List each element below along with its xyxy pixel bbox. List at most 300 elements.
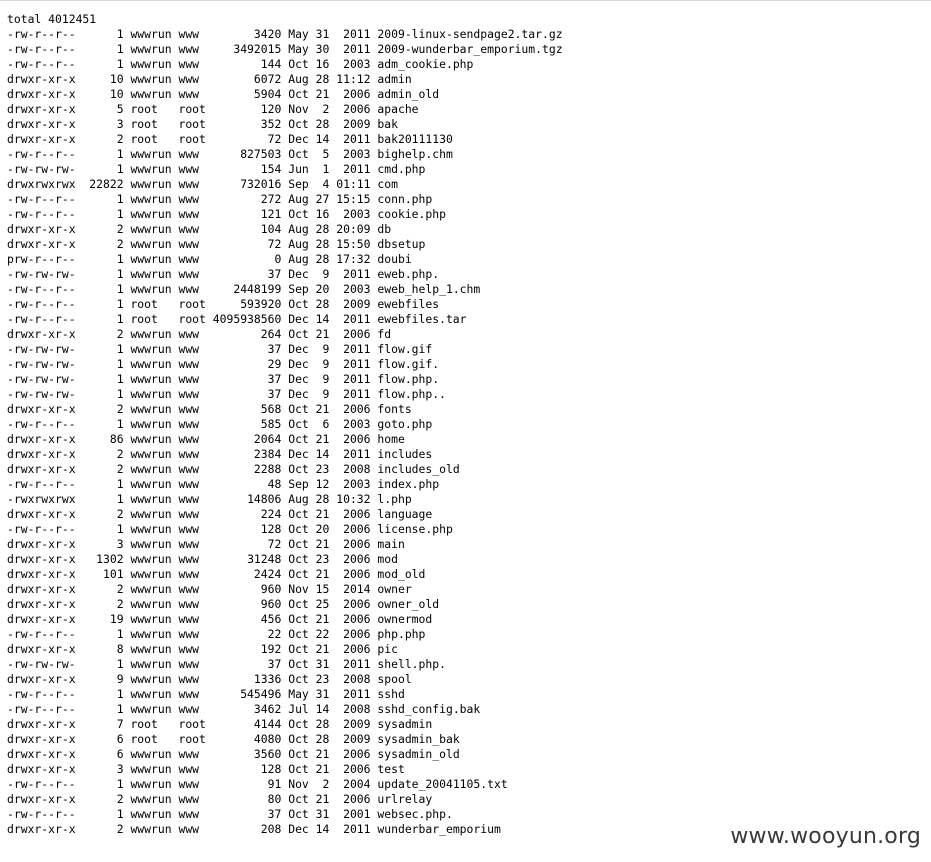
listing-row	[7, 537, 405, 551]
cell-time: 10:32	[336, 492, 371, 506]
cell-owner: wwwrun	[130, 387, 172, 401]
cell-name: flow.gif.	[377, 357, 440, 371]
cell-month: May	[288, 27, 309, 41]
cell-name: goto.php	[377, 417, 433, 431]
cell-month: Oct	[288, 732, 309, 746]
cell-month: Oct	[288, 57, 309, 71]
cell-perm: -rw-r--r--	[7, 417, 76, 431]
watermark: www.wooyun.org	[730, 824, 921, 849]
cell-time: 2009	[343, 717, 371, 731]
cell-perm: -rw-rw-rw-	[7, 357, 76, 371]
cell-group: root	[178, 732, 206, 746]
listing-row	[7, 612, 432, 626]
cell-links: 1	[116, 267, 124, 281]
cell-month: Oct	[288, 552, 309, 566]
cell-size: 593920	[240, 297, 282, 311]
cell-day: 21	[315, 792, 330, 806]
cell-links: 1	[116, 477, 124, 491]
cell-name: includes	[377, 447, 433, 461]
cell-size: 37	[267, 387, 282, 401]
cell-perm: -rw-rw-rw-	[7, 267, 76, 281]
cell-size: 224	[260, 507, 282, 521]
cell-owner: wwwrun	[130, 327, 172, 341]
cell-links: 1	[116, 147, 124, 161]
cell-perm: -rw-r--r--	[7, 312, 76, 326]
cell-owner: wwwrun	[130, 372, 172, 386]
cell-perm: prw-r--r--	[7, 252, 76, 266]
cell-size: 104	[260, 222, 282, 236]
cell-month: Sep	[288, 177, 309, 191]
cell-group: www	[178, 582, 200, 596]
cell-group: www	[178, 492, 200, 506]
cell-group: www	[178, 42, 200, 56]
cell-month: Oct	[288, 627, 309, 641]
cell-name: ewebfiles.tar	[377, 312, 467, 326]
cell-time: 17:32	[336, 252, 371, 266]
cell-links: 3	[116, 762, 124, 776]
cell-links: 1	[116, 162, 124, 176]
cell-day: 30	[315, 42, 330, 56]
cell-links: 1	[116, 627, 124, 641]
cell-size: 80	[267, 792, 282, 806]
cell-links: 1	[116, 297, 124, 311]
listing-row	[7, 567, 425, 581]
cell-day: 28	[315, 732, 330, 746]
cell-owner: root	[130, 117, 158, 131]
cell-time: 2006	[343, 567, 371, 581]
cell-month: Dec	[288, 312, 309, 326]
listing-row	[7, 432, 405, 446]
cell-month: Aug	[288, 192, 309, 206]
cell-group: www	[178, 537, 200, 551]
listing-row	[7, 42, 563, 56]
cell-size: 4144	[253, 717, 282, 731]
cell-time: 2014	[343, 582, 371, 596]
cell-size: 4095938560	[212, 312, 282, 326]
top-border	[0, 0, 931, 1]
cell-owner: wwwrun	[130, 672, 172, 686]
cell-name: test	[377, 762, 405, 776]
cell-perm: drwxr-xr-x	[7, 582, 76, 596]
listing-row	[7, 552, 398, 566]
cell-day: 31	[315, 687, 330, 701]
cell-name: license.php	[377, 522, 453, 536]
cell-name: admin_old	[377, 87, 440, 101]
listing-row	[7, 192, 432, 206]
cell-owner: wwwrun	[130, 657, 172, 671]
cell-month: Aug	[288, 237, 309, 251]
cell-month: Dec	[288, 387, 309, 401]
cell-size: 14806	[247, 492, 282, 506]
cell-perm: drwxr-xr-x	[7, 102, 76, 116]
cell-name: ewebfiles	[377, 297, 440, 311]
cell-perm: drwxr-xr-x	[7, 72, 76, 86]
cell-day: 9	[322, 357, 330, 371]
cell-month: Dec	[288, 372, 309, 386]
cell-links: 1	[116, 417, 124, 431]
cell-name: update_20041105.txt	[377, 777, 508, 791]
listing-row	[7, 207, 446, 221]
cell-group: root	[178, 717, 206, 731]
cell-owner: wwwrun	[130, 282, 172, 296]
listing-row	[7, 492, 412, 506]
cell-day: 21	[315, 507, 330, 521]
cell-day: 31	[315, 657, 330, 671]
cell-size: 72	[267, 237, 282, 251]
cell-links: 2	[116, 402, 124, 416]
cell-day: 28	[315, 222, 330, 236]
cell-name: sshd	[377, 687, 405, 701]
listing-row	[7, 402, 412, 416]
cell-perm: drwxrwxrwx	[7, 177, 76, 191]
cell-month: Oct	[288, 522, 309, 536]
cell-perm: -rw-rw-rw-	[7, 372, 76, 386]
cell-group: www	[178, 162, 200, 176]
cell-owner: wwwrun	[130, 552, 172, 566]
listing-row	[7, 672, 412, 686]
cell-size: 960	[260, 597, 282, 611]
cell-perm: drwxr-xr-x	[7, 732, 76, 746]
cell-perm: -rw-rw-rw-	[7, 342, 76, 356]
cell-group: www	[178, 642, 200, 656]
cell-size: 352	[260, 117, 282, 131]
cell-owner: root	[130, 132, 158, 146]
cell-day: 22	[315, 627, 330, 641]
cell-perm: drwxr-xr-x	[7, 672, 76, 686]
cell-perm: drwxr-xr-x	[7, 792, 76, 806]
cell-day: 21	[315, 567, 330, 581]
cell-size: 2288	[253, 462, 282, 476]
cell-month: Oct	[288, 462, 309, 476]
cell-day: 9	[322, 387, 330, 401]
cell-group: www	[178, 252, 200, 266]
cell-perm: -rwxrwxrwx	[7, 492, 76, 506]
cell-time: 2006	[343, 792, 371, 806]
cell-size: 3492015	[233, 42, 282, 56]
listing-row	[7, 327, 391, 341]
cell-perm: drwxr-xr-x	[7, 642, 76, 656]
cell-links: 2	[116, 822, 124, 836]
cell-month: Nov	[288, 102, 309, 116]
cell-time: 2011	[343, 27, 371, 41]
cell-group: www	[178, 792, 200, 806]
cell-links: 19	[109, 612, 124, 626]
listing-row	[7, 792, 432, 806]
cell-links: 2	[116, 132, 124, 146]
cell-owner: wwwrun	[130, 267, 172, 281]
cell-perm: drwxr-xr-x	[7, 462, 76, 476]
cell-name: admin	[377, 72, 412, 86]
cell-group: www	[178, 597, 200, 611]
cell-name: main	[377, 537, 405, 551]
cell-month: Jun	[288, 162, 309, 176]
cell-month: Aug	[288, 252, 309, 266]
cell-time: 11:12	[336, 72, 371, 86]
cell-name: eweb.php.	[377, 267, 440, 281]
cell-time: 2003	[343, 417, 371, 431]
cell-day: 28	[315, 717, 330, 731]
cell-size: 208	[260, 822, 282, 836]
cell-name: sysadmin	[377, 717, 433, 731]
cell-group: www	[178, 432, 200, 446]
cell-links: 1	[116, 702, 124, 716]
cell-owner: wwwrun	[130, 627, 172, 641]
listing-row	[7, 807, 453, 821]
cell-group: www	[178, 327, 200, 341]
cell-name: owner_old	[377, 597, 440, 611]
cell-month: Dec	[288, 132, 309, 146]
cell-day: 14	[315, 447, 330, 461]
cell-size: 91	[267, 777, 282, 791]
listing-row	[7, 627, 425, 641]
cell-name: conn.php	[377, 192, 433, 206]
cell-size: 2448199	[233, 282, 282, 296]
cell-group: www	[178, 507, 200, 521]
cell-perm: drwxr-xr-x	[7, 402, 76, 416]
cell-name: wunderbar_emporium	[377, 822, 501, 836]
cell-perm: drwxr-xr-x	[7, 447, 76, 461]
cell-size: 48	[267, 477, 282, 491]
cell-day: 27	[315, 192, 330, 206]
cell-group: www	[178, 822, 200, 836]
cell-links: 1	[116, 357, 124, 371]
cell-perm: drwxr-xr-x	[7, 552, 76, 566]
cell-time: 2006	[343, 87, 371, 101]
listing-row	[7, 267, 439, 281]
cell-size: 128	[260, 762, 282, 776]
listing-row	[7, 702, 480, 716]
cell-time: 2011	[343, 312, 371, 326]
listing-row	[7, 732, 460, 746]
cell-name: pic	[377, 642, 398, 656]
cell-owner: wwwrun	[130, 147, 172, 161]
cell-group: www	[178, 417, 200, 431]
listing-row	[7, 642, 398, 656]
cell-day: 21	[315, 642, 330, 656]
listing-row	[7, 72, 412, 86]
cell-owner: root	[130, 717, 158, 731]
cell-perm: -rw-r--r--	[7, 522, 76, 536]
cell-owner: wwwrun	[130, 162, 172, 176]
cell-group: www	[178, 177, 200, 191]
cell-day: 12	[315, 477, 330, 491]
cell-name: fd	[377, 327, 392, 341]
cell-size: 128	[260, 522, 282, 536]
cell-group: www	[178, 612, 200, 626]
cell-size: 2424	[253, 567, 282, 581]
cell-time: 2011	[343, 387, 371, 401]
cell-name: mod_old	[377, 567, 426, 581]
cell-group: root	[178, 297, 206, 311]
cell-day: 28	[315, 492, 330, 506]
cell-day: 16	[315, 207, 330, 221]
cell-size: 72	[267, 537, 282, 551]
cell-day: 23	[315, 672, 330, 686]
cell-group: www	[178, 222, 200, 236]
cell-links: 2	[116, 462, 124, 476]
cell-owner: root	[130, 732, 158, 746]
listing-row	[7, 507, 432, 521]
cell-links: 1	[116, 522, 124, 536]
cell-perm: -rw-r--r--	[7, 297, 76, 311]
cell-group: www	[178, 237, 200, 251]
cell-perm: drwxr-xr-x	[7, 822, 76, 836]
cell-links: 1	[116, 387, 124, 401]
cell-owner: wwwrun	[130, 462, 172, 476]
cell-name: websec.php.	[377, 807, 453, 821]
cell-month: Oct	[288, 597, 309, 611]
cell-perm: drwxr-xr-x	[7, 132, 76, 146]
cell-group: www	[178, 567, 200, 581]
cell-owner: wwwrun	[130, 417, 172, 431]
cell-day: 28	[315, 297, 330, 311]
cell-size: 29	[267, 357, 282, 371]
listing-row	[7, 747, 460, 761]
cell-name: cookie.php	[377, 207, 446, 221]
cell-name: 2009-wunderbar_emporium.tgz	[377, 42, 563, 56]
cell-time: 2001	[343, 807, 371, 821]
cell-owner: wwwrun	[130, 192, 172, 206]
cell-month: Dec	[288, 357, 309, 371]
cell-name: flow.php.	[377, 372, 440, 386]
cell-name: bak	[377, 117, 398, 131]
cell-group: www	[178, 207, 200, 221]
cell-name: home	[377, 432, 405, 446]
cell-day: 21	[315, 762, 330, 776]
cell-day: 28	[315, 252, 330, 266]
cell-month: Oct	[288, 402, 309, 416]
listing-row	[7, 477, 439, 491]
cell-time: 2011	[343, 357, 371, 371]
cell-time: 2011	[343, 162, 371, 176]
cell-day: 21	[315, 612, 330, 626]
cell-time: 2009	[343, 297, 371, 311]
cell-size: 272	[260, 192, 282, 206]
cell-perm: drwxr-xr-x	[7, 537, 76, 551]
cell-size: 154	[260, 162, 282, 176]
cell-name: db	[377, 222, 392, 236]
cell-links: 1	[116, 807, 124, 821]
cell-perm: drwxr-xr-x	[7, 612, 76, 626]
cell-time: 2006	[343, 627, 371, 641]
cell-name: sysadmin_old	[377, 747, 460, 761]
cell-month: Oct	[288, 747, 309, 761]
cell-month: Nov	[288, 777, 309, 791]
cell-time: 2004	[343, 777, 371, 791]
listing-row	[7, 252, 412, 266]
cell-group: www	[178, 387, 200, 401]
cell-month: Oct	[288, 807, 309, 821]
cell-perm: -rw-rw-rw-	[7, 162, 76, 176]
listing-row	[7, 582, 412, 596]
listing-row	[7, 222, 391, 236]
cell-links: 1	[116, 27, 124, 41]
cell-month: Oct	[288, 297, 309, 311]
cell-size: 121	[260, 207, 282, 221]
cell-size: 585	[260, 417, 282, 431]
cell-day: 28	[315, 237, 330, 251]
cell-time: 01:11	[336, 177, 371, 191]
cell-day: 9	[322, 267, 330, 281]
cell-owner: wwwrun	[130, 237, 172, 251]
cell-owner: wwwrun	[130, 252, 172, 266]
cell-month: Oct	[288, 762, 309, 776]
cell-name: eweb_help_1.chm	[377, 282, 481, 296]
listing-row	[7, 87, 439, 101]
cell-size: 568	[260, 402, 282, 416]
cell-owner: wwwrun	[130, 357, 172, 371]
listing-row	[7, 132, 453, 146]
cell-links: 1	[116, 192, 124, 206]
listing-row	[7, 447, 432, 461]
cell-day: 23	[315, 462, 330, 476]
listing-row	[7, 312, 467, 326]
cell-group: www	[178, 777, 200, 791]
cell-group: www	[178, 342, 200, 356]
cell-name: cmd.php	[377, 162, 426, 176]
cell-month: Oct	[288, 792, 309, 806]
cell-size: 3560	[253, 747, 282, 761]
cell-perm: drwxr-xr-x	[7, 747, 76, 761]
cell-size: 5904	[253, 87, 282, 101]
cell-owner: wwwrun	[130, 57, 172, 71]
listing-row	[7, 417, 432, 431]
cell-name: 2009-linux-sendpage2.tar.gz	[377, 27, 563, 41]
cell-links: 2	[116, 222, 124, 236]
cell-month: Oct	[288, 537, 309, 551]
cell-time: 2011	[343, 342, 371, 356]
cell-perm: drwxr-xr-x	[7, 507, 76, 521]
listing-row	[7, 687, 405, 701]
cell-links: 1	[116, 687, 124, 701]
cell-time: 2006	[343, 507, 371, 521]
cell-name: com	[377, 177, 398, 191]
cell-day: 23	[315, 552, 330, 566]
cell-time: 2009	[343, 732, 371, 746]
cell-day: 20	[315, 282, 330, 296]
cell-time: 2008	[343, 702, 371, 716]
cell-size: 37	[267, 657, 282, 671]
cell-perm: drwxr-xr-x	[7, 87, 76, 101]
cell-size: 120	[260, 102, 282, 116]
cell-owner: wwwrun	[130, 537, 172, 551]
cell-day: 2	[322, 777, 330, 791]
listing-row	[7, 387, 446, 401]
cell-owner: wwwrun	[130, 42, 172, 56]
cell-day: 1	[322, 162, 330, 176]
cell-month: Aug	[288, 72, 309, 86]
cell-day: 14	[315, 132, 330, 146]
cell-month: Dec	[288, 267, 309, 281]
cell-size: 37	[267, 342, 282, 356]
cell-size: 72	[267, 132, 282, 146]
cell-day: 28	[315, 117, 330, 131]
cell-perm: -rw-r--r--	[7, 627, 76, 641]
cell-links: 10	[109, 72, 124, 86]
cell-perm: drwxr-xr-x	[7, 327, 76, 341]
cell-day: 15	[315, 582, 330, 596]
cell-month: Oct	[288, 327, 309, 341]
cell-links: 101	[103, 567, 124, 581]
cell-time: 2006	[343, 612, 371, 626]
cell-month: Aug	[288, 222, 309, 236]
cell-owner: root	[130, 102, 158, 116]
cell-group: www	[178, 702, 200, 716]
cell-month: Oct	[288, 87, 309, 101]
cell-perm: drwxr-xr-x	[7, 597, 76, 611]
cell-name: owner	[377, 582, 412, 596]
cell-day: 4	[322, 177, 330, 191]
